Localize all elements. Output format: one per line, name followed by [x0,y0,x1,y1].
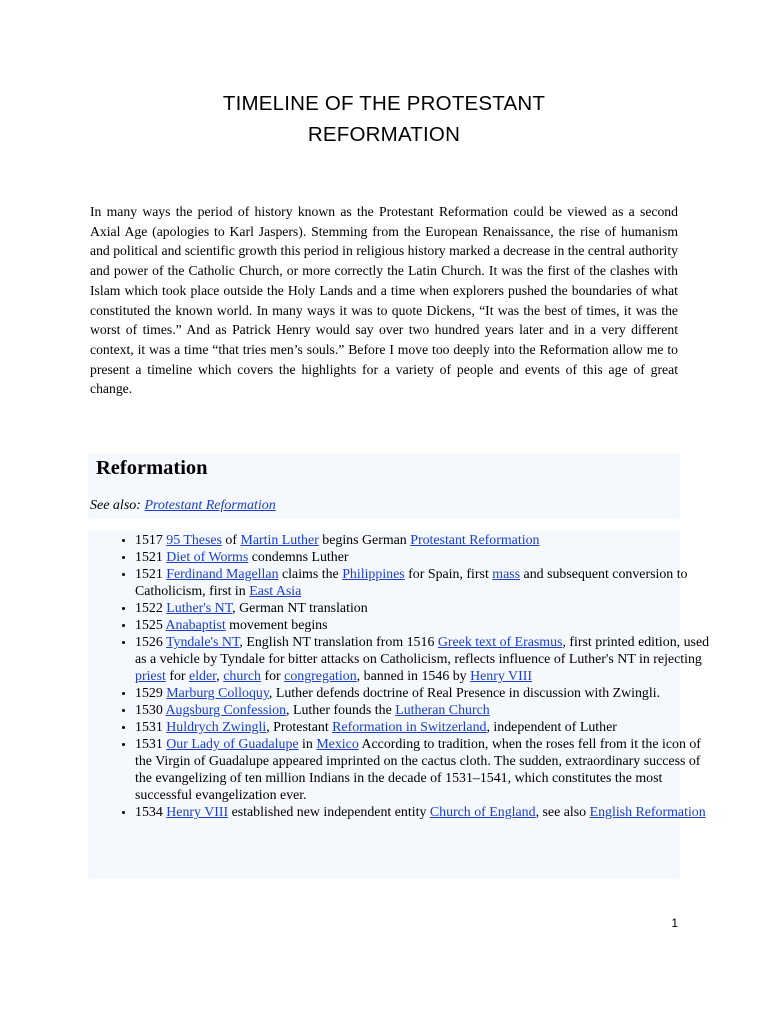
timeline-link[interactable]: mass [492,567,521,582]
timeline-link[interactable]: Protestant Reformation [410,533,540,548]
timeline-link[interactable]: Lutheran Church [395,703,490,718]
timeline-link[interactable]: Ferdinand Magellan [166,567,279,582]
see-also-label: See also: [90,498,145,513]
timeline-link[interactable]: congregation [284,669,357,684]
timeline-item [135,532,719,549]
timeline-text: , German NT translation [232,601,368,616]
timeline-text: According to tradition, when the roses fell from it the icon of the Virgin of Guadalupe appeared imprinted on the cactus cloth. The sudden, extraordinary success of the evangelizing of ten million Indians in the decade of 1531–1541, which constitutes the most successful evangelization ever. [135,737,701,803]
timeline-year: 1526 [135,635,163,650]
timeline-item [135,600,719,617]
timeline-link[interactable]: Huldrych Zwingli [166,720,267,735]
timeline-link[interactable]: Greek text of Erasmus [437,635,563,650]
timeline-link[interactable]: Marburg Colloquy [166,686,269,701]
timeline-item [135,736,719,804]
timeline-text: movement begins [225,618,328,633]
timeline-link[interactable]: Mexico [316,737,359,752]
timeline-link[interactable]: English Reformation [589,805,706,820]
timeline-year: 1530 [135,703,163,718]
timeline-text: , [216,669,224,684]
timeline-item [135,634,719,685]
timeline-year: 1517 [135,533,163,548]
timeline-text: , Luther defends doctrine of Real Presence in discussion with Zwingli. [268,686,661,701]
timeline-item [135,702,719,719]
timeline-link[interactable]: Reformation in Switzerland [332,720,487,735]
timeline-text: , Luther founds the [286,703,396,718]
see-also-note [90,496,276,515]
see-also-link[interactable]: Protestant Reformation [144,498,276,513]
timeline-item [135,549,719,566]
timeline-text: condemns Luther [248,550,349,565]
timeline-link[interactable]: priest [135,669,166,684]
timeline-year: 1525 [135,618,163,633]
timeline-link[interactable]: Tyndale's NT [166,635,240,650]
timeline-text: and subsequent conversion to Catholicism, first in [135,567,688,599]
timeline-item [135,566,719,600]
timeline-link[interactable]: Augsburg Confession [165,703,287,718]
timeline-link[interactable]: East Asia [249,584,302,599]
timeline-link[interactable]: elder [189,669,217,684]
timeline-link[interactable]: Church of England [429,805,536,820]
timeline-text: for Spain, first [404,567,493,582]
page-number: 1 [671,916,678,930]
timeline-link[interactable]: Philippines [342,567,405,582]
timeline-text: for [165,669,190,684]
timeline-text: , first printed edition, used as a vehicle by Tyndale for bitter attacks on Catholicism, reflects influence of Luther's NT in rejecting [135,635,710,667]
timeline-list [90,532,719,821]
section-heading: Reformation [96,457,208,479]
timeline-link[interactable]: Diet of Worms [166,550,249,565]
timeline-year: 1531 [135,737,163,752]
timeline-link[interactable]: Luther's NT [166,601,233,616]
timeline-year: 1531 [135,720,163,735]
timeline-text: , Protestant [266,720,333,735]
timeline-item [135,719,719,736]
timeline-year: 1522 [135,601,163,616]
timeline-text: of [221,533,241,548]
timeline-item [135,804,719,821]
timeline-link[interactable]: church [223,669,261,684]
document-title-line-2: REFORMATION [307,123,461,146]
timeline-link[interactable]: Henry VIII [166,805,229,820]
timeline-link[interactable]: Henry VIII [470,669,532,684]
timeline-year: 1534 [135,805,163,820]
timeline-text: , English NT translation from 1516 [239,635,438,650]
timeline-year: 1521 [135,550,163,565]
timeline-link[interactable]: Anabaptist [165,618,226,633]
document-title-line-1: TIMELINE OF THE PROTESTANT [222,92,546,115]
timeline-link[interactable]: Martin Luther [240,533,319,548]
timeline-text: , independent of Luther [486,720,617,735]
document-title [0,88,768,150]
timeline-link[interactable]: Our Lady of Guadalupe [166,737,299,752]
timeline-text: in [298,737,317,752]
intro-paragraph: In many ways the period of history known as the Protestant Reformation could be viewed as a second Axial Age (apologies to Karl Jaspers). Stemming from the European Renaissance, the rise of humanism and political and scientific growth this period in religious history marked a decrease in the central authority and power of the Catholic Church, or more correctly the Latin Church. It was the first of the clashes with Islam which took place outside the Holy Lands and a time when explorers pushed the boundaries of what constituted the known world. In many ways it was to quote Dickens, “It was the best of times, it was the worst of times.” And as Patrick Henry would say over two hundred years later and in a very different context, it was a time “that tries men’s souls.” Before I move too deeply into the Reformation allow me to present a timeline which covers the highlights for a variety of people and events of this age of great change. [90,204,678,397]
timeline-text: , banned in 1546 by [356,669,471,684]
timeline-text: for [261,669,285,684]
timeline-year: 1521 [135,567,163,582]
timeline-year: 1529 [135,686,163,701]
timeline-item [135,685,719,702]
timeline-text: established new independent entity [228,805,430,820]
timeline-link[interactable]: 95 Theses [166,533,222,548]
timeline-text: claims the [278,567,343,582]
timeline-text: , see also [535,805,590,820]
timeline-item [135,617,719,634]
timeline-text: begins German [318,533,411,548]
